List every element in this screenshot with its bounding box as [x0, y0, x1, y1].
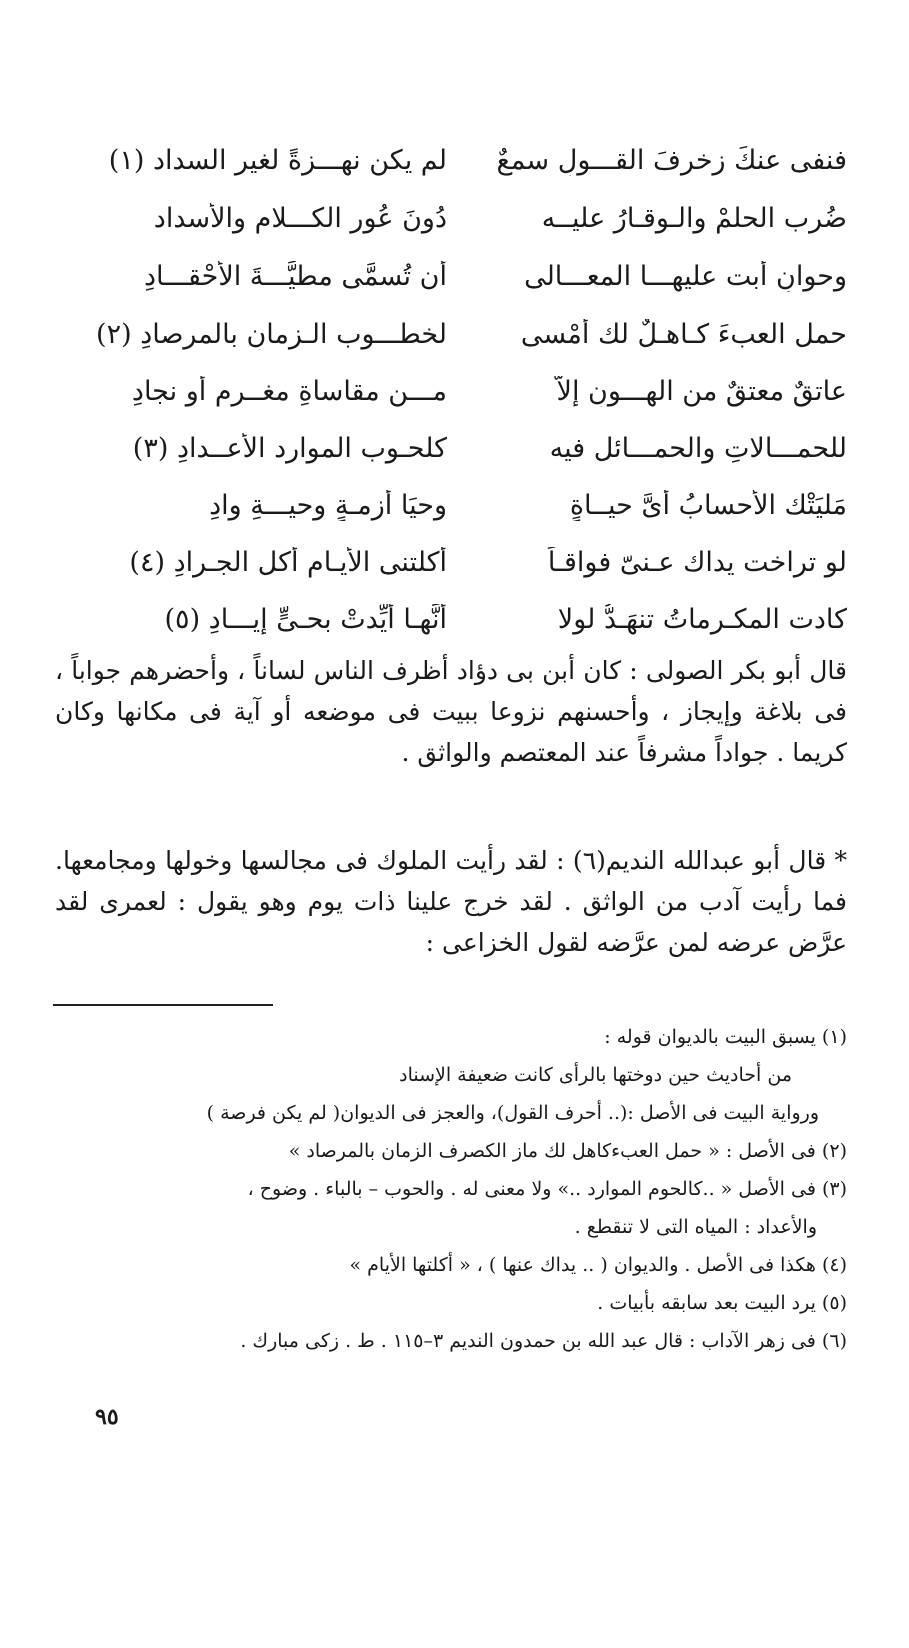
verse-first-hemistich: للحمـــالاتِ والحمـــائل فيه: [549, 432, 847, 464]
verse-line: [57, 248, 847, 304]
verse-line: [57, 190, 847, 246]
verse-line: [57, 132, 847, 188]
verse-first-hemistich: فنفى عنكَ زخرفَ القـــولِ سمعٌ: [496, 144, 847, 176]
page-number: ٩٥: [95, 1404, 119, 1430]
footnote-5: (٥) يرد البيت بعد سابقه بأبيات .: [597, 1292, 847, 1314]
footnote-3-continuation: والأعداد : المياه التى لا تنقطع .: [574, 1216, 817, 1238]
footnote-1: (١) يسبق البيت بالديوان قوله :: [604, 1026, 847, 1048]
verse-first-hemistich: كادت المكـرماتُ تنهَـدُّ لولا: [557, 603, 847, 635]
footnote-1-verse: من أحاديث حين دوختها بالرأى كانت ضعيفة الإسناد: [399, 1064, 792, 1086]
verse-second-hemistich: أن تُسمَّى مطيَّـــةَ الأحْقـــادِ: [144, 260, 447, 292]
footnote-6: (٦) فى زهر الآداب : قال عبد الله بن حمدون النديم ٣–١١٥ . ط . زكى مبارك .: [240, 1330, 847, 1352]
footnote-3: (٣) فى الأصل « ..كالحوم الموارد ..» ولا معنى له . والحوب – بالباء . وضوح ،: [247, 1178, 847, 1200]
footnote-4: (٤) هكذا فى الأصل . والديوان ( .. يداك عنها ) ، « أكلتها الأيام »: [349, 1254, 847, 1276]
footnote-2: (٢) فى الأصل : « حمل العبءكاهل لك ماز الكصرف الزمان بالمرصاد »: [288, 1140, 847, 1162]
footnotes: [47, 1018, 847, 1360]
verse-second-hemistich: وحيَا أزمـةٍ وحيـــةِ وادِ: [209, 489, 447, 521]
verse-second-hemistich: لخطـــوب الـزمانِ بالمرصادِ (٢): [96, 318, 447, 350]
verse-first-hemistich: مَليَتْك الأحسابُ أىَّ حيــاةٍ: [569, 489, 847, 521]
verse-line: [57, 591, 847, 647]
verse-first-hemistich: وحوانٍ أبت عليهـــا المعـــالى: [524, 260, 847, 292]
verse-line: [57, 363, 847, 419]
verse-second-hemistich: لم يكن نهـــزةً لغير السداد (١): [108, 144, 447, 176]
verse-first-hemistich: لو تراخت يداك عـنىّ فواقـاً: [547, 546, 847, 578]
footnote-divider: [53, 1004, 273, 1006]
verse-second-hemistich: أكلتنى الأيـام أكل الجـرادِ (٤): [129, 546, 447, 578]
verse-second-hemistich: أنَّهـا أُيِّدتْ بحـىٍّ إيـــادِ (٥): [164, 603, 447, 635]
verse-second-hemistich: مـــن مقاساةِ مغــرمٍ أو نجادِ: [131, 375, 447, 407]
footnote-1-note: ورواية البيت فى الأصل :(.. أحرف القول)، والعجز فى الديوان( لم يكن فرصة ): [206, 1102, 819, 1124]
paragraph-sawli: [55, 650, 847, 773]
verse-first-hemistich: حمل العبءَ كـاهـلٌ لك أمْسى: [520, 318, 847, 350]
verse-line: [57, 420, 847, 476]
verse-second-hemistich: دُونَ عُورِ الكـــلام والأسداد: [153, 202, 447, 234]
paragraph-text: * قال أبو عبدالله النديم(٦) : لقد رأيت الملوك فى مجالسها وخولها ومجامعها. فما رأيت آدب من الواثق . لقد خرج علينا ذات يوم وهو يقول : لعمرى لقد عرَّض عرضه لمن عرَّضه لقول الخزاعى :: [55, 846, 847, 957]
verse-first-hemistich: عاتقٌ معتقٌ من الهـــونِ إلاَّ: [556, 375, 847, 407]
verse-first-hemistich: ضُرب الحلمْ والـوقـارُ عليــه: [541, 202, 847, 234]
paragraph-text: قال أبو بكر الصولى : كان أبن بى دؤاد أظرف الناس لساناً ، وأحضرهم جواباً ، فى بلاغة وإيجاز ، وأحسنهم نزوعا ببيت فى موضعه أو آية فى مكانها وكان كريما . جواداً مشرفاً عند المعتصم والواثق .: [55, 656, 847, 767]
verse-line: [57, 477, 847, 533]
verse-line: [57, 534, 847, 590]
paragraph-nadim: [55, 840, 847, 963]
verse-line: [57, 306, 847, 362]
verse-second-hemistich: كلحـوب الموارد الأعــدادِ (٣): [132, 432, 447, 464]
